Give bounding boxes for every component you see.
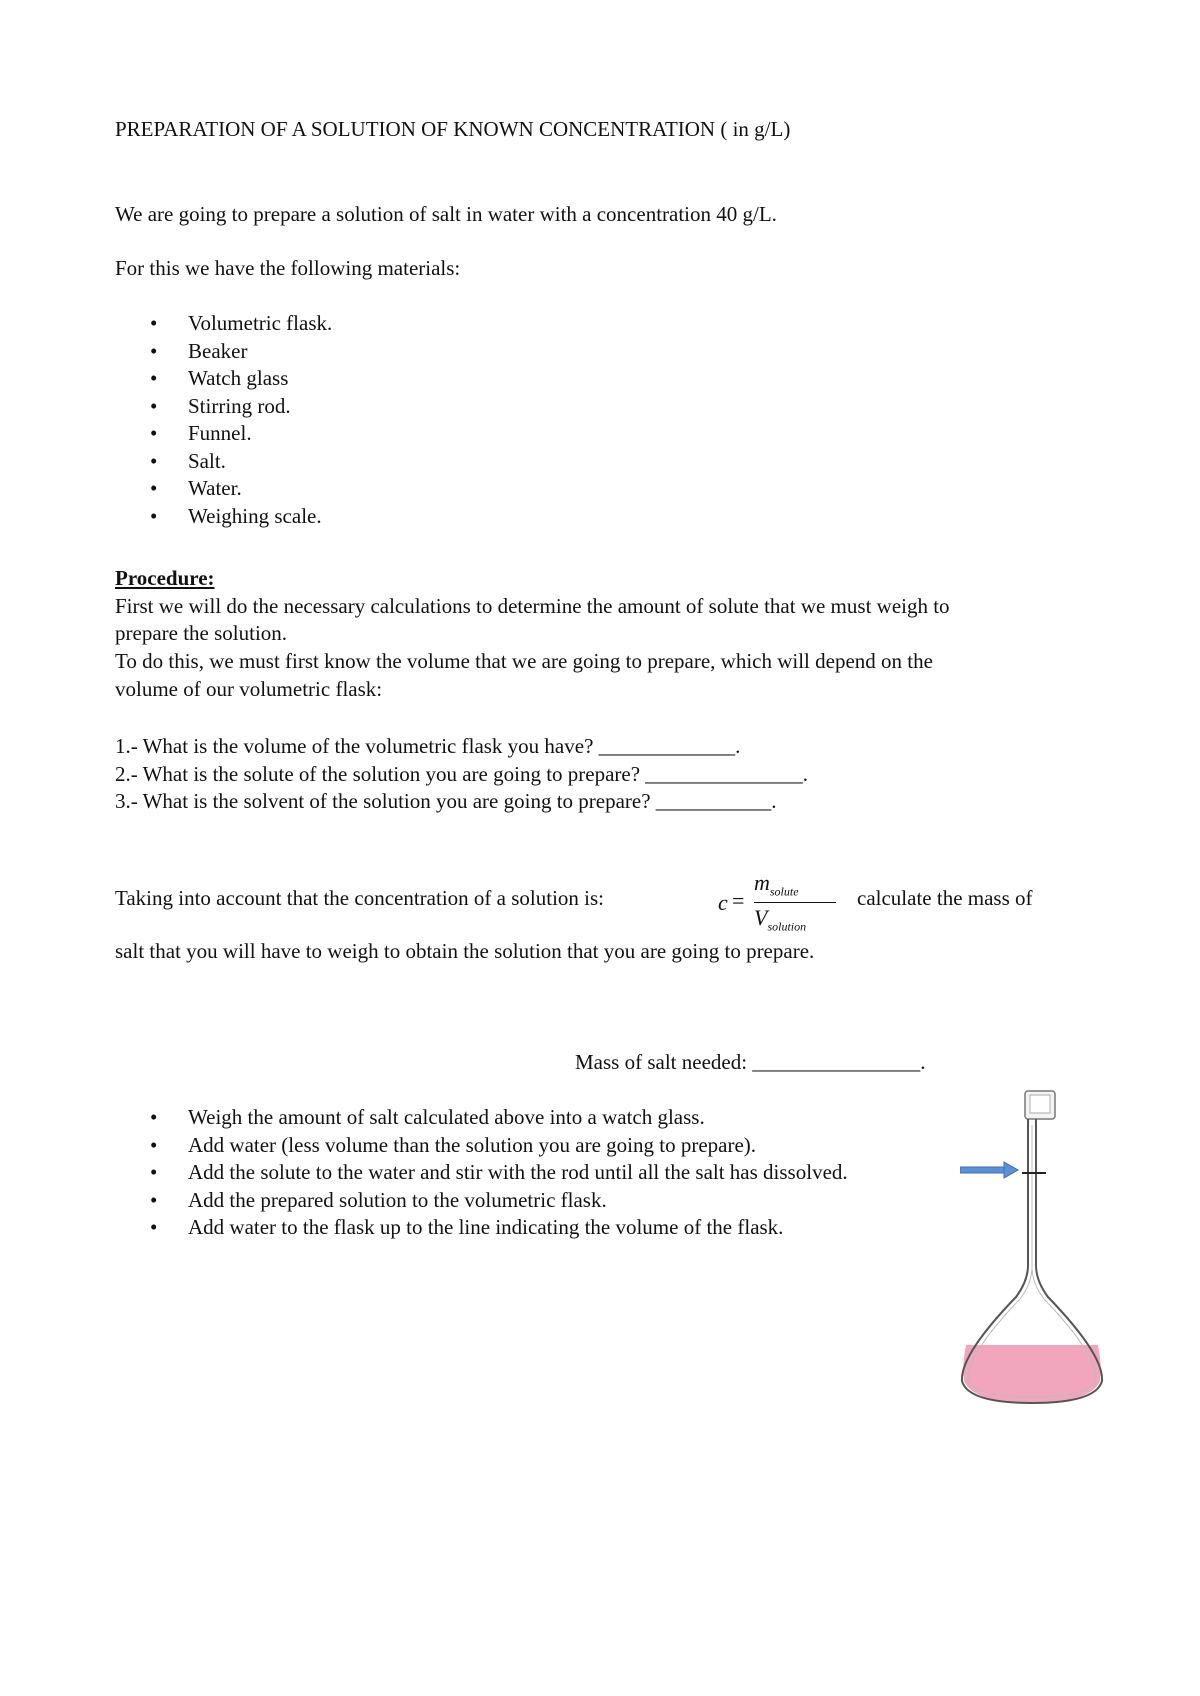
procedure-text: prepare the solution. xyxy=(115,621,288,645)
formula-equals: = xyxy=(732,888,745,913)
steps-list xyxy=(150,1104,848,1242)
formula-sentence-line2: salt that you will have to weigh to obtain the solution that you are going to prepare. xyxy=(115,939,815,963)
formula-denominator: $V_{solution}$ xyxy=(754,905,807,934)
list-item: • Weighing scale. xyxy=(150,503,332,531)
list-item: • Add the prepared solution to the volumetric flask. xyxy=(150,1187,848,1215)
concentration-formula xyxy=(718,870,828,932)
materials-list xyxy=(150,310,332,530)
intro-text: We are going to prepare a solution of salt in water with a concentration 40 g/L. xyxy=(115,202,777,226)
formula-c: c xyxy=(718,890,728,915)
question-2: 2.- What is the solute of the solution you are going to prepare? _______________. xyxy=(115,762,809,786)
materials-intro: For this we have the following materials: xyxy=(115,256,461,280)
mass-needed: Mass of salt needed: ________________. xyxy=(575,1050,926,1074)
question-1: 1.- What is the volume of the volumetric flask you have? _____________. xyxy=(115,734,741,758)
formula-sentence: Taking into account that the concentration of a solution is: xyxy=(115,886,604,910)
formula-numerator: $m_{solute}$ xyxy=(754,870,799,899)
procedure-text: volume of our volumetric flask: xyxy=(115,677,383,701)
list-item: • Add water to the flask up to the line indicating the volume of the flask. xyxy=(150,1214,848,1242)
page-title: PREPARATION OF A SOLUTION OF KNOWN CONCENTRATION ( in g/L) xyxy=(115,117,791,141)
list-item: • Add the solute to the water and stir with the rod until all the salt has dissolved. xyxy=(150,1159,848,1187)
formula-sentence-end: calculate the mass of xyxy=(857,886,1033,910)
list-item: • Volumetric flask. xyxy=(150,310,332,338)
volumetric-flask-illustration xyxy=(950,1085,1110,1405)
list-item: • Beaker xyxy=(150,338,332,366)
list-item: • Add water (less volume than the solution you are going to prepare). xyxy=(150,1132,848,1160)
procedure-text: First we will do the necessary calculations to determine the amount of solute that we must weigh to xyxy=(115,594,950,618)
list-item: • Weigh the amount of salt calculated above into a watch glass. xyxy=(150,1104,848,1132)
question-3: 3.- What is the solvent of the solution you are going to prepare? ___________. xyxy=(115,789,777,813)
list-item: • Funnel. xyxy=(150,420,332,448)
procedure-text: To do this, we must first know the volume that we are going to prepare, which will depend on the xyxy=(115,649,933,673)
list-item: • Salt. xyxy=(150,448,332,476)
list-item: • Stirring rod. xyxy=(150,393,332,421)
list-item: • Watch glass xyxy=(150,365,332,393)
procedure-heading: Procedure: xyxy=(115,566,215,590)
arrow-icon xyxy=(960,1160,1020,1180)
list-item: • Water. xyxy=(150,475,332,503)
fraction-bar xyxy=(754,902,836,903)
liquid xyxy=(963,1345,1100,1403)
